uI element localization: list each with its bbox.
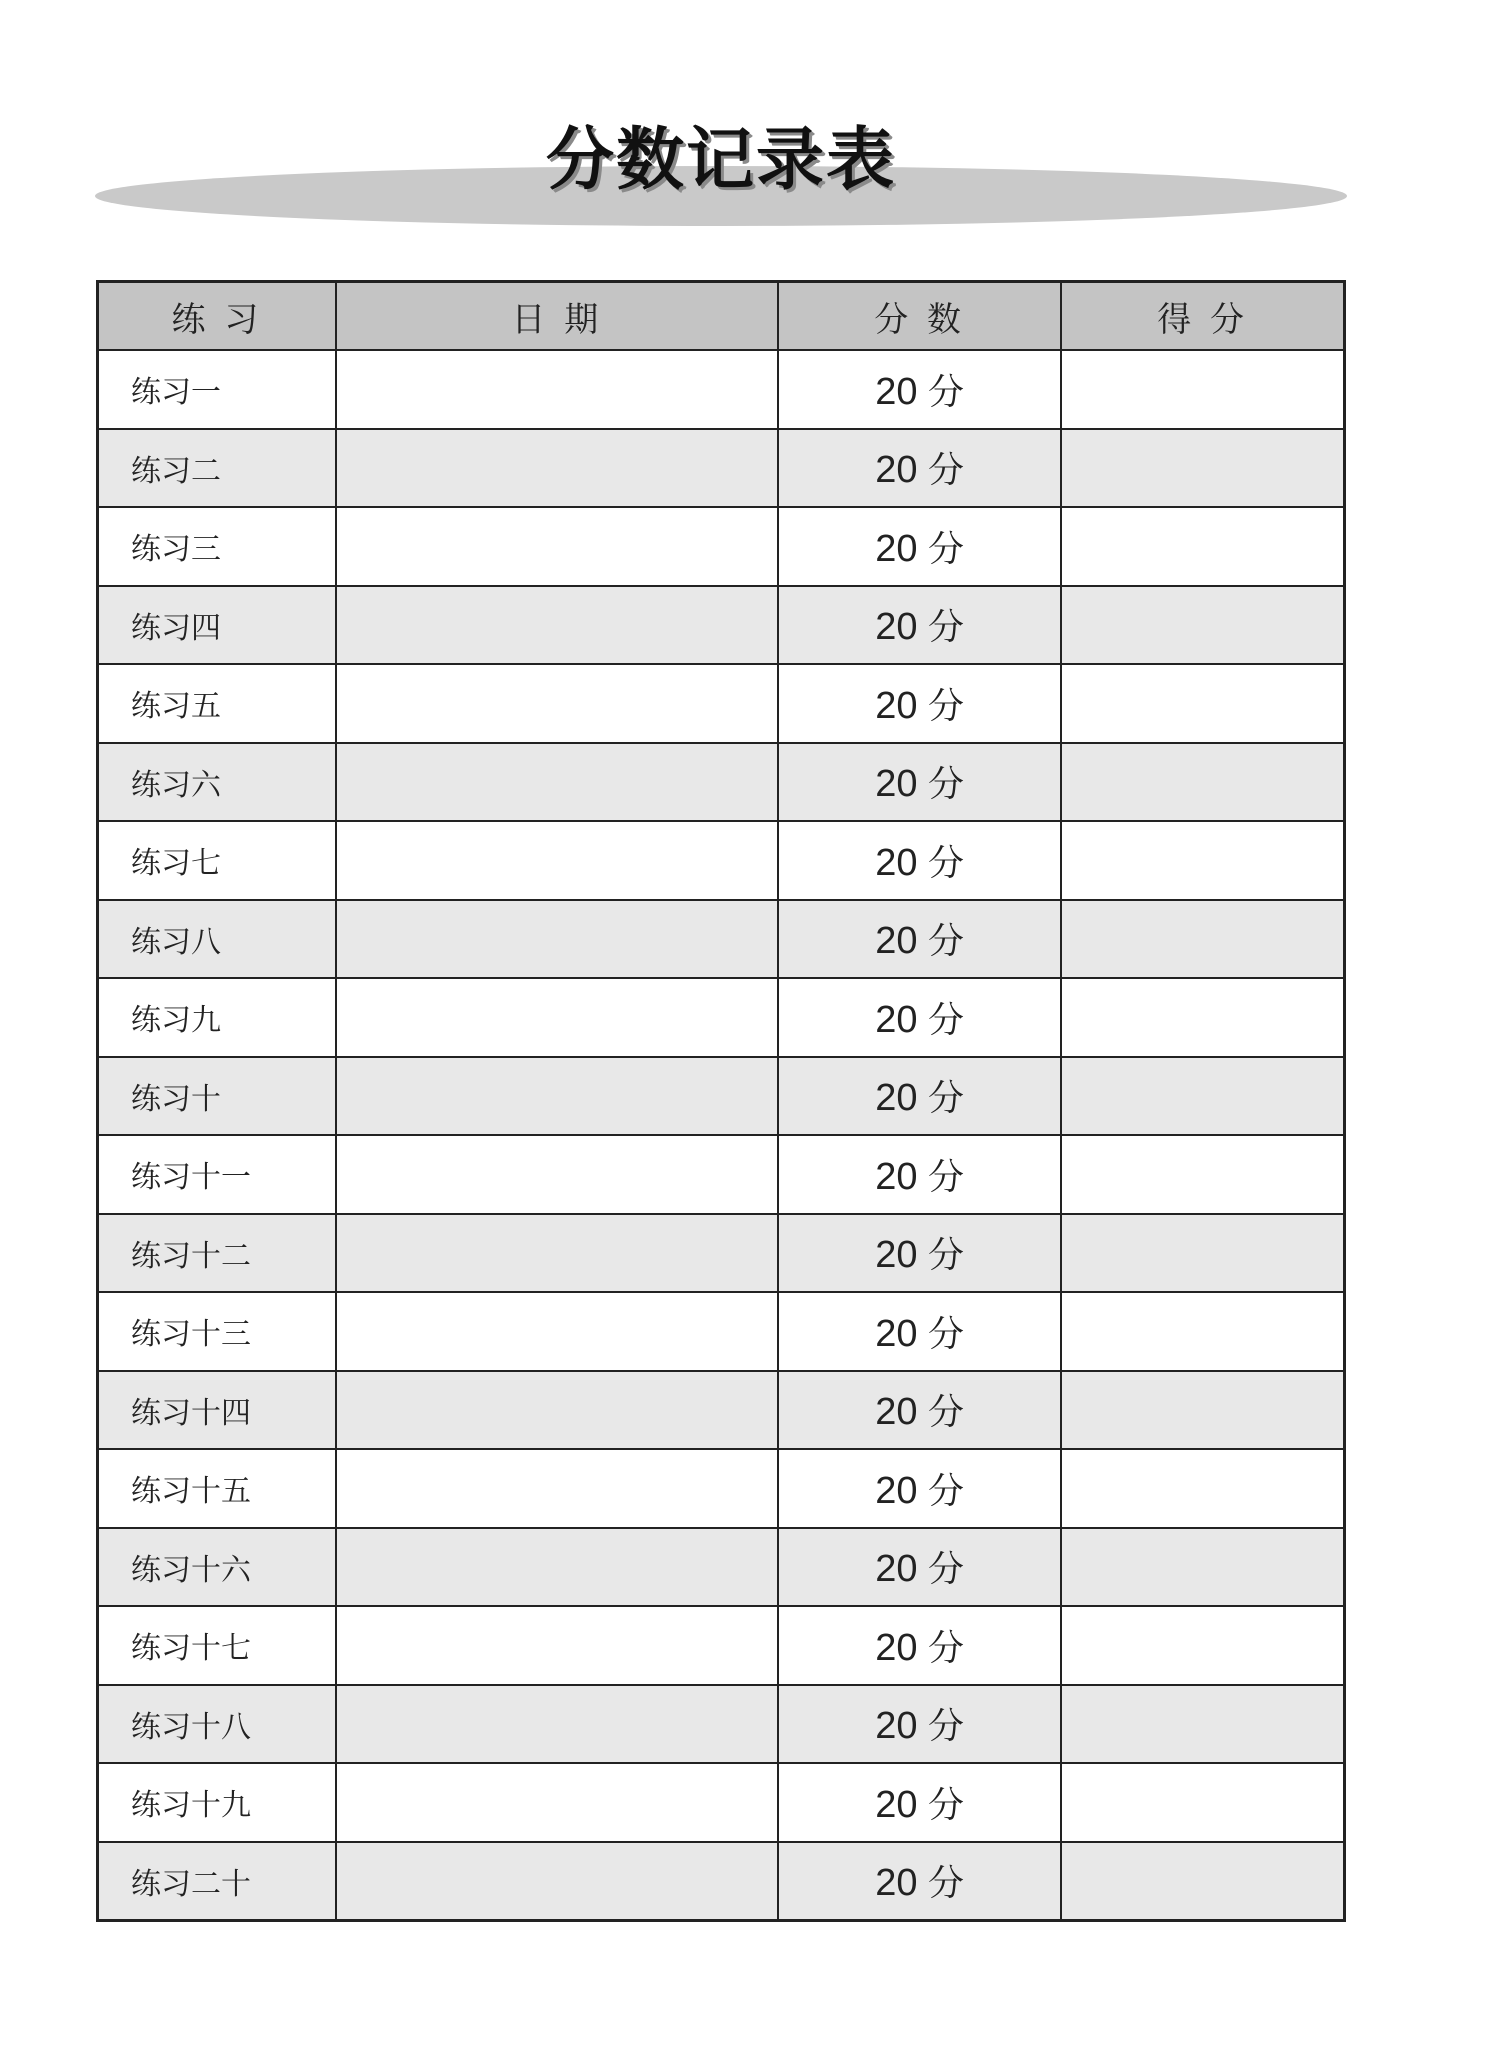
score-cell[interactable] xyxy=(1061,900,1344,979)
exercise-name-cell: 练习十五 xyxy=(98,1449,336,1528)
exercise-name-cell: 练习十 xyxy=(98,1057,336,1136)
score-cell[interactable] xyxy=(1061,1057,1344,1136)
date-cell[interactable] xyxy=(336,1842,778,1921)
date-cell[interactable] xyxy=(336,429,778,508)
points-cell xyxy=(778,900,1061,979)
header-score: 得 分 xyxy=(1061,282,1344,351)
date-cell[interactable] xyxy=(336,664,778,743)
exercise-name-cell: 练习十九 xyxy=(98,1763,336,1842)
table-row xyxy=(98,1842,1345,1921)
table-row xyxy=(98,350,1345,429)
date-cell[interactable] xyxy=(336,1057,778,1136)
title-banner xyxy=(95,100,1347,230)
points-cell xyxy=(778,743,1061,822)
points-unit: 分 xyxy=(928,1156,965,1198)
points-unit: 分 xyxy=(928,1235,965,1277)
exercise-name-cell: 练习一 xyxy=(98,350,336,429)
date-cell[interactable] xyxy=(336,743,778,822)
header-date: 日 期 xyxy=(336,282,778,351)
score-cell[interactable] xyxy=(1061,1528,1344,1607)
date-cell[interactable] xyxy=(336,1214,778,1293)
exercise-name-cell: 练习十七 xyxy=(98,1606,336,1685)
score-cell[interactable] xyxy=(1061,1214,1344,1293)
points-unit: 分 xyxy=(928,1706,965,1748)
score-cell[interactable] xyxy=(1061,350,1344,429)
date-cell[interactable] xyxy=(336,350,778,429)
date-cell[interactable] xyxy=(336,1763,778,1842)
exercise-name-cell: 练习六 xyxy=(98,743,336,822)
points-unit: 分 xyxy=(928,1470,965,1512)
score-cell[interactable] xyxy=(1061,1371,1344,1450)
points-value: 20 xyxy=(875,370,918,413)
table-row xyxy=(98,900,1345,979)
points-cell xyxy=(778,507,1061,586)
exercise-name-cell: 练习九 xyxy=(98,978,336,1057)
table-row xyxy=(98,1528,1345,1607)
points-value: 20 xyxy=(875,527,918,570)
points-value: 20 xyxy=(875,841,918,884)
score-cell[interactable] xyxy=(1061,664,1344,743)
table-row xyxy=(98,821,1345,900)
score-cell[interactable] xyxy=(1061,507,1344,586)
exercise-name-cell: 练习十六 xyxy=(98,1528,336,1607)
points-value: 20 xyxy=(875,1234,918,1277)
date-cell[interactable] xyxy=(336,1606,778,1685)
points-cell xyxy=(778,1135,1061,1214)
points-cell xyxy=(778,1842,1061,1921)
score-cell[interactable] xyxy=(1061,1292,1344,1371)
table-row xyxy=(98,507,1345,586)
date-cell[interactable] xyxy=(336,1135,778,1214)
table-header-row xyxy=(98,282,1345,351)
table-row xyxy=(98,1685,1345,1764)
points-value: 20 xyxy=(875,1155,918,1198)
date-cell[interactable] xyxy=(336,1528,778,1607)
exercise-name-cell: 练习十八 xyxy=(98,1685,336,1764)
points-value: 20 xyxy=(875,1469,918,1512)
points-unit: 分 xyxy=(928,1549,965,1591)
points-unit: 分 xyxy=(928,1863,965,1905)
date-cell[interactable] xyxy=(336,1371,778,1450)
table-body xyxy=(98,350,1345,1921)
exercise-name-cell: 练习二 xyxy=(98,429,336,508)
points-unit: 分 xyxy=(928,1078,965,1120)
points-cell xyxy=(778,821,1061,900)
exercise-name-cell: 练习三 xyxy=(98,507,336,586)
points-unit: 分 xyxy=(928,1784,965,1826)
points-value: 20 xyxy=(875,1391,918,1434)
points-unit: 分 xyxy=(928,921,965,963)
points-unit: 分 xyxy=(928,1392,965,1434)
table-row xyxy=(98,1371,1345,1450)
points-unit: 分 xyxy=(928,528,965,570)
table-row xyxy=(98,1135,1345,1214)
points-cell xyxy=(778,429,1061,508)
table-row xyxy=(98,429,1345,508)
points-cell xyxy=(778,1763,1061,1842)
exercise-name-cell: 练习十一 xyxy=(98,1135,336,1214)
points-unit: 分 xyxy=(928,1627,965,1669)
score-cell[interactable] xyxy=(1061,978,1344,1057)
date-cell[interactable] xyxy=(336,978,778,1057)
points-unit: 分 xyxy=(928,999,965,1041)
score-cell[interactable] xyxy=(1061,1685,1344,1764)
score-cell[interactable] xyxy=(1061,1606,1344,1685)
points-cell xyxy=(778,1528,1061,1607)
exercise-name-cell: 练习七 xyxy=(98,821,336,900)
date-cell[interactable] xyxy=(336,1292,778,1371)
date-cell[interactable] xyxy=(336,586,778,665)
score-cell[interactable] xyxy=(1061,586,1344,665)
points-unit: 分 xyxy=(928,764,965,806)
date-cell[interactable] xyxy=(336,507,778,586)
score-cell[interactable] xyxy=(1061,1135,1344,1214)
table-row xyxy=(98,743,1345,822)
points-value: 20 xyxy=(875,1705,918,1748)
header-exercise: 练 习 xyxy=(98,282,336,351)
table-row xyxy=(98,978,1345,1057)
exercise-name-cell: 练习四 xyxy=(98,586,336,665)
points-cell xyxy=(778,1606,1061,1685)
table-row xyxy=(98,586,1345,665)
date-cell[interactable] xyxy=(336,1449,778,1528)
points-cell xyxy=(778,1214,1061,1293)
page-title: 分数记录表 xyxy=(545,121,896,200)
date-cell[interactable] xyxy=(336,1685,778,1764)
exercise-name-cell: 练习五 xyxy=(98,664,336,743)
score-cell[interactable] xyxy=(1061,821,1344,900)
table-row xyxy=(98,1214,1345,1293)
table-row xyxy=(98,1606,1345,1685)
points-unit: 分 xyxy=(928,842,965,884)
points-value: 20 xyxy=(875,1312,918,1355)
exercise-name-cell: 练习十二 xyxy=(98,1214,336,1293)
points-unit: 分 xyxy=(928,607,965,649)
score-cell[interactable] xyxy=(1061,1842,1344,1921)
table-row xyxy=(98,1763,1345,1842)
points-cell xyxy=(778,1371,1061,1450)
points-value: 20 xyxy=(875,920,918,963)
points-value: 20 xyxy=(875,449,918,492)
exercise-name-cell: 练习二十 xyxy=(98,1842,336,1921)
points-cell xyxy=(778,1057,1061,1136)
points-cell xyxy=(778,978,1061,1057)
points-value: 20 xyxy=(875,998,918,1041)
exercise-name-cell: 练习十三 xyxy=(98,1292,336,1371)
score-cell[interactable] xyxy=(1061,1763,1344,1842)
points-value: 20 xyxy=(875,1862,918,1905)
points-value: 20 xyxy=(875,1626,918,1669)
points-cell xyxy=(778,1685,1061,1764)
points-value: 20 xyxy=(875,1548,918,1591)
table-row xyxy=(98,1292,1345,1371)
points-value: 20 xyxy=(875,1783,918,1826)
points-value: 20 xyxy=(875,1077,918,1120)
points-cell xyxy=(778,586,1061,665)
date-cell[interactable] xyxy=(336,821,778,900)
points-cell xyxy=(778,664,1061,743)
exercise-name-cell: 练习十四 xyxy=(98,1371,336,1450)
points-unit: 分 xyxy=(928,685,965,727)
points-value: 20 xyxy=(875,684,918,727)
exercise-name-cell: 练习八 xyxy=(98,900,336,979)
points-unit: 分 xyxy=(928,1313,965,1355)
points-value: 20 xyxy=(875,763,918,806)
points-value: 20 xyxy=(875,606,918,649)
points-cell xyxy=(778,1449,1061,1528)
table-row xyxy=(98,1057,1345,1136)
score-cell[interactable] xyxy=(1061,1449,1344,1528)
score-cell[interactable] xyxy=(1061,743,1344,822)
score-cell[interactable] xyxy=(1061,429,1344,508)
score-record-table xyxy=(96,280,1346,1922)
header-points: 分 数 xyxy=(778,282,1061,351)
date-cell[interactable] xyxy=(336,900,778,979)
points-unit: 分 xyxy=(928,371,965,413)
table-row xyxy=(98,1449,1345,1528)
points-cell xyxy=(778,350,1061,429)
points-unit: 分 xyxy=(928,450,965,492)
table-row xyxy=(98,664,1345,743)
points-cell xyxy=(778,1292,1061,1371)
